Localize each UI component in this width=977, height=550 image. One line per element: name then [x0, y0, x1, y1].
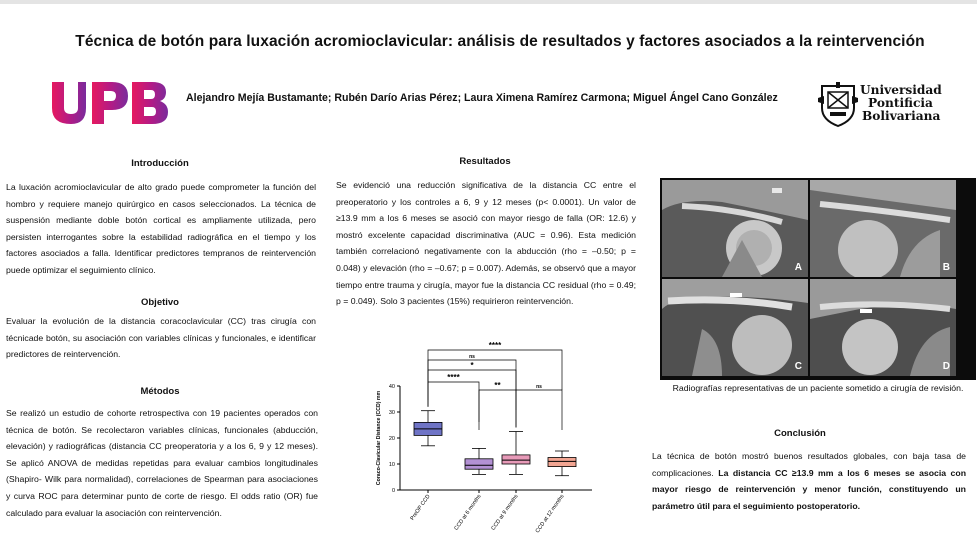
radiograph-panel-c: [662, 279, 808, 376]
conclusion-text-normal: La técnica de botón mostró buenos resultados globales, con baja tasa de complicaciones.: [652, 451, 966, 478]
y-tick-label: 0: [391, 488, 395, 494]
upb-logo: [50, 82, 168, 124]
significance-bracket: [516, 390, 562, 430]
significance-label: ns: [469, 354, 475, 360]
methods-text: Se realizó un estudio de cohorte retrospectiva con 19 pacientes operados con técnica de botón. Se recolectaron variables clínicas, funcionales (abducción, elevación) y radiográficas (distancia CC preoperatoria y a los 6, 9 y 12 meses). Se aplicó ANOVA de medidas repetidas para evaluar cambios longitudinales (Shapiro- Wilk para normalidad), correlaciones de Spearman para asociaciones y curva ROC para determinar punto de corte de riesgo. El odds ratio (OR) fue calculado para evaluar la asociación con reintervención.: [6, 408, 318, 518]
university-name-line3: Bolivariana: [862, 109, 941, 123]
ccd-boxplot-chart: [372, 338, 604, 550]
panel-label-b: B: [942, 262, 950, 273]
radiograph-panel-d: [810, 279, 956, 376]
figure-caption: Radiografías representativas de un paciente sometido a cirugía de revisión.: [672, 383, 964, 393]
upb-logo-text: UPB: [50, 82, 53, 83]
panel-label-d: D: [942, 361, 950, 372]
conclusion-heading: Conclusión: [774, 428, 826, 439]
university-crest-icon: [818, 82, 858, 128]
x-tick-label: CCD at 9 months: [490, 493, 520, 532]
y-tick-label: 20: [388, 436, 395, 442]
significance-bracket: [479, 390, 516, 430]
panel-label-a: A: [794, 262, 802, 273]
top-border: [0, 0, 977, 4]
significance-label: ****: [488, 341, 502, 350]
objective-heading: Objetivo: [140, 297, 179, 308]
conclusion-text: [652, 448, 966, 514]
university-name-line1: Universidad: [860, 83, 942, 97]
significance-bracket: [428, 382, 479, 422]
poster-title: Técnica de botón para luxación acromioclavicular: análisis de resultados y factores asociados a la reintervención: [75, 33, 925, 50]
significance-label: ****: [447, 373, 460, 382]
x-tick-label: CCD at 12 months: [534, 493, 566, 535]
significance-label: ns: [536, 384, 542, 390]
x-tick-label: PreOP CCD: [409, 493, 432, 522]
box-3: [502, 455, 530, 464]
significance-label: *: [470, 361, 474, 370]
y-axis-label: Coraco-Clavicular Distance (CCD) mm: [376, 390, 382, 486]
university-name-line2: Pontificia: [868, 96, 933, 110]
university-logo: [818, 82, 948, 128]
results-heading: Resultados: [459, 156, 511, 167]
box-2: [465, 459, 493, 469]
radiograph-panel-a: [662, 180, 808, 277]
x-tick-label: CCD at 6 months: [453, 493, 483, 532]
intro-heading: Introducción: [131, 158, 189, 169]
significance-label: **: [494, 381, 501, 390]
conclusion-text-bold: La distancia CC ≥13.9 mm a los 6 meses se asocia con mayor riesgo de reintervención y menor función, constituyendo un parámetro útil para el seguimiento postoperatorio.: [652, 467, 966, 511]
radiograph-figure: [660, 178, 976, 380]
methods-heading: Métodos: [140, 386, 180, 397]
authors: Alejandro Mejía Bustamante; Rubén Darío Arias Pérez; Laura Ximena Ramírez Carmona; Miguel Ángel Cano González: [186, 92, 778, 104]
y-tick-label: 10: [388, 462, 395, 468]
results-text: Se evidenció una reducción significativa de la distancia CC entre el preoperatorio y los controles a 6, 9 y 12 meses (p< 0.0001). Un valor de ≥13.9 mm a los 6 meses se asoció con mayor riesgo de falla (OR: 12.6) y mostró excelente capacidad discriminativa (AUC = 0.96). Esta medición también correlacionó negativamente con la abducción (rho = –0.50; p = 0.048) y elevación (rho = –0.67; p = 0.007). Además, se observó que a mayor tiempo entre trauma y cirugía, mayor fue la distancia CC residual (rho = 0.49; p = 0.049). Solo 3 pacientes (15%) requirieron reintervención.: [336, 180, 636, 307]
y-tick-label: 40: [388, 384, 395, 390]
objective-text: Evaluar la evolución de la distancia coracoclavicular (CC) tras cirugía con técnicade botón, su asociación con variables clínicas y funcionales, e identificar predictores de reintervención.: [6, 316, 316, 360]
panel-label-c: C: [794, 361, 802, 372]
radiograph-panel-b: [810, 180, 956, 277]
y-tick-label: 30: [388, 410, 395, 416]
intro-text: La luxación acromioclavicular de alto grado puede comprometer la función del hombro y requiere manejo quirúrgico en casos seleccionados. La técnica de suspensión mediante doble botón cortical es ampliamente utilizada, pero persisten interrogantes sobre la estabilidad radiográfica en el tiempo y los factores asociados a falla. Identificar predictores tempranos de reintervención puede optimizar el seguimiento clínico.: [6, 182, 316, 275]
box-4: [548, 458, 576, 467]
